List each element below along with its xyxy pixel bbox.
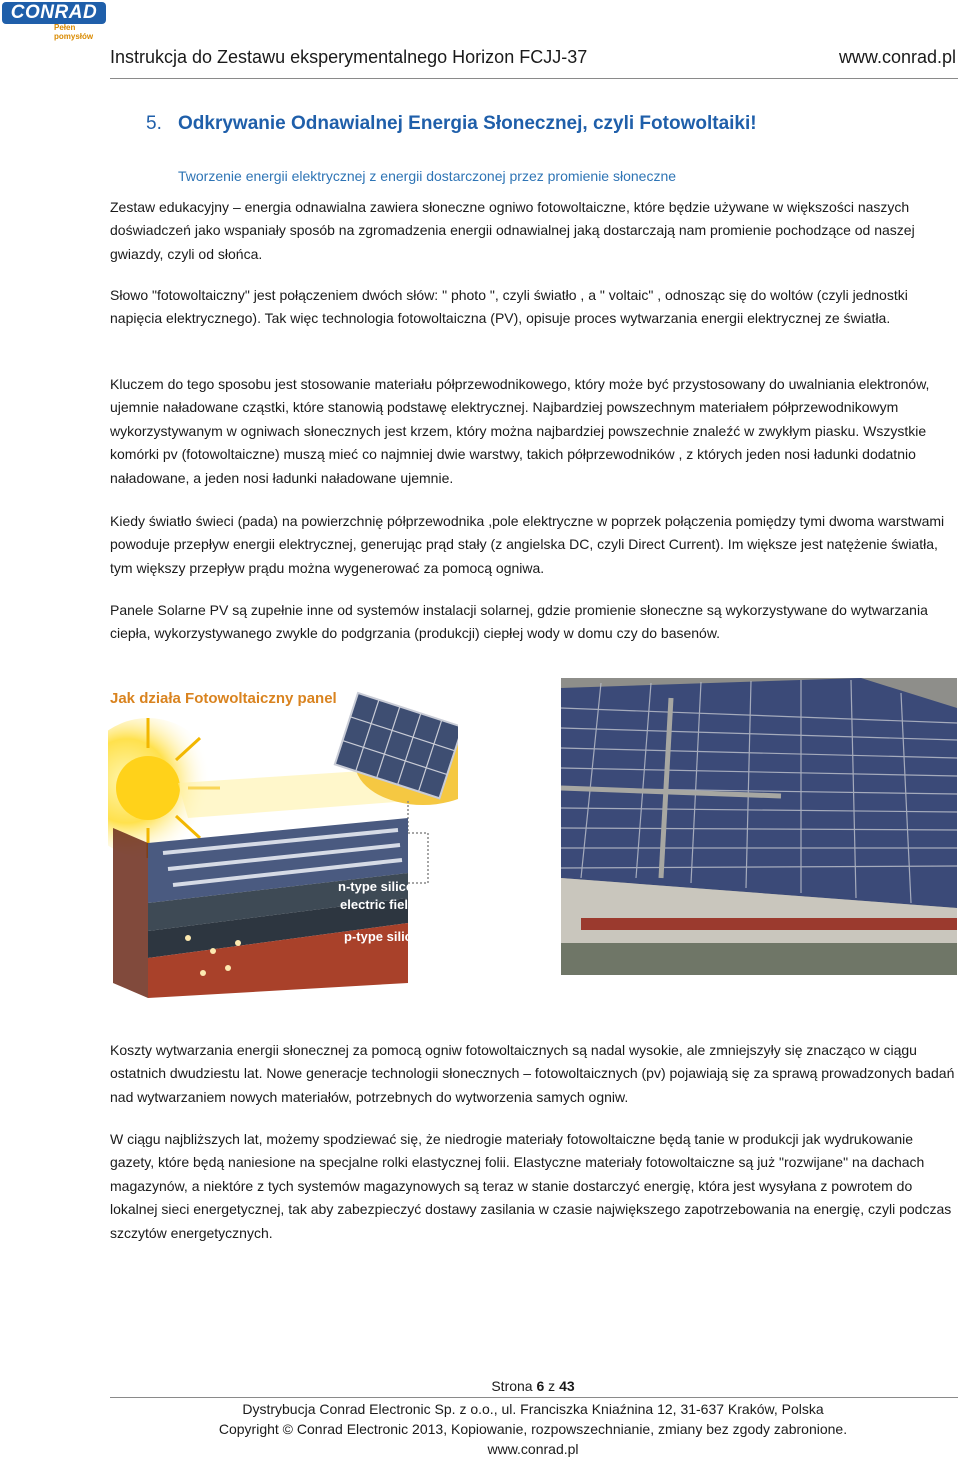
solar-cell-cross-section bbox=[113, 818, 428, 998]
footer-divider bbox=[110, 1397, 958, 1398]
label-p-type: p-type silicon bbox=[344, 929, 428, 944]
paragraph-intro: Zestaw edukacyjny – energia odnawialna zawiera słoneczne ogniwo fotowoltaiczne, które będzie używane w większości naszych doświadczeń jako wspaniały sposób na zgromadzenia energii odnawialnej jaką dostarczają nam promienie pochodzące od naszej gwiazdy, czyli od słońca. bbox=[110, 199, 915, 262]
page-mid: z bbox=[544, 1378, 560, 1394]
footer-copyright: Copyright © Conrad Electronic 2013, Kopiowanie, rozpowszechnianie, zmiany bez zgody zabronione. bbox=[218, 1421, 848, 1437]
pv-panel-diagram bbox=[108, 683, 458, 1003]
logo-wordmark: CONRAD bbox=[2, 2, 106, 24]
paragraph-photovoltaic-definition: Słowo "fotowoltaiczny" jest połączeniem dwóch słów: " photo ", czyli światło , a " voltaic" , odnosząc się do woltów (czyli jednostki napięcia elektrycznego). Tak więc technologia fotowoltaiczna (PV), opisuje proces wytwarzania energii elektrycznej ze światła. bbox=[110, 287, 908, 327]
document-header-title: Instrukcja do Zestawu eksperymentalnego Horizon FCJJ-37 bbox=[110, 47, 588, 67]
paragraph-light-current: Kiedy światło świeci (pada) na powierzchnię półprzewodnika ,pole elektryczne w poprzek połączenia pomiędzy tymi dwoma warstwami powoduje przepływ energii elektrycznej, generując prąd stały (z angielska DC, czyli Direct Current). Im większe jest natężenie światła, tym większy przepływ prądu można wygenerować za pomocą ogniwa. bbox=[110, 513, 945, 576]
diagram-title: Jak działa Fotowoltaiczny panel bbox=[110, 690, 337, 707]
paragraph-future: W ciągu najbliższych lat, możemy spodziewać się, że niedrogie materiały fotowoltaiczne będą tanie w produkcji jak wydrukowanie gazety, które będą naniesione na specjalne rolki elastycznej folii. Elastyczne materiały fotowoltaiczne są już "rozwijane" na dachach magazynów, a niektóre z tych systemów magazynowych są teraz w stanie dostarczyć energię, która jest wysyłana z powrotem do lokalnej sieci energetycznej, tak aby zabezpieczyć dostawy zasilania w czasie największego zapotrzebowania na energię, czyli podczas szczytów energetycznych. bbox=[110, 1131, 952, 1241]
page-prefix: Strona bbox=[491, 1378, 537, 1394]
paragraph-costs: Koszty wytwarzania energii słonecznej za pomocą ogniw fotowoltaicznych są nadal wysokie, ale zmniejszyły się znacząco w ciągu ostatnich dwudziestu lat. Nowe generacje technologii słonecznych – fotowoltaicznych (pv) pojawiają się za sprawą prowadzonych badań nad wytwarzaniem nowych materiałów, potrzebnych do wytworzenia samych ogniw. bbox=[110, 1042, 955, 1105]
conrad-logo bbox=[2, 2, 106, 41]
footer-distributor: Dystrybucja Conrad Electronic Sp. z o.o., ul. Franciszka Kniaźnina 12, 31-637 Kraków, Polska bbox=[242, 1401, 824, 1417]
section-heading bbox=[146, 113, 757, 135]
paragraph-solar-thermal: Panele Solarne PV są zupełnie inne od systemów instalacji solarnej, gdzie promienie słoneczne są wykorzystywane do wytwarzania ciepła, wykorzystywanego zwykle do podgrzania (produkcji) ciepłej wody w domu czy do basenów. bbox=[110, 602, 928, 642]
page-current: 6 bbox=[536, 1378, 545, 1394]
page-number bbox=[0, 1378, 960, 1394]
label-electric-field: electric field bbox=[340, 897, 416, 912]
header-divider bbox=[110, 78, 958, 79]
rooftop-photo-graphic bbox=[561, 678, 957, 975]
section-title-text: Odkrywanie Odnawialnej Energia Słonecznej, czyli Fotowoltaiki! bbox=[178, 113, 757, 134]
rooftop-solar-panels-photo bbox=[561, 678, 957, 975]
header-website-link[interactable]: www.conrad.pl bbox=[838, 47, 956, 67]
solar-panel-array bbox=[561, 678, 957, 908]
logo-tagline: Pełen pomysłów bbox=[54, 23, 94, 41]
paragraph-semiconductor: Kluczem do tego sposobu jest stosowanie materiału półprzewodnikowego, który może być przystosowany do uwalniania elektronów, ujemnie naładowane cząstki, które stanowią podstawę elektrycznej. Najbardziej powszechnym materiałem półprzewodnikowym wykorzystywanym w ogniwach słonecznych jest krzem, który można najbardziej powszechnie znaleźć w zwykłym piasku. Wszystkie komórki pv (fotowoltaiczne) muszą mieć co najmniej dwie warstwy, takich półprzewodników , z których jeden nosi ładunki dodatnio naładowane, a jeden nosi ładunki naładowane ujemnie. bbox=[110, 376, 930, 486]
section-subtitle: Tworzenie energii elektrycznej z energii dostarczonej przez promienie słoneczne bbox=[178, 168, 677, 184]
footer-website-link[interactable]: www.conrad.pl bbox=[487, 1441, 579, 1457]
page-total: 43 bbox=[559, 1378, 575, 1394]
label-n-type: n-type silicon bbox=[338, 879, 422, 894]
pv-diagram-graphic bbox=[108, 683, 458, 1003]
section-number: 5. bbox=[146, 113, 162, 134]
